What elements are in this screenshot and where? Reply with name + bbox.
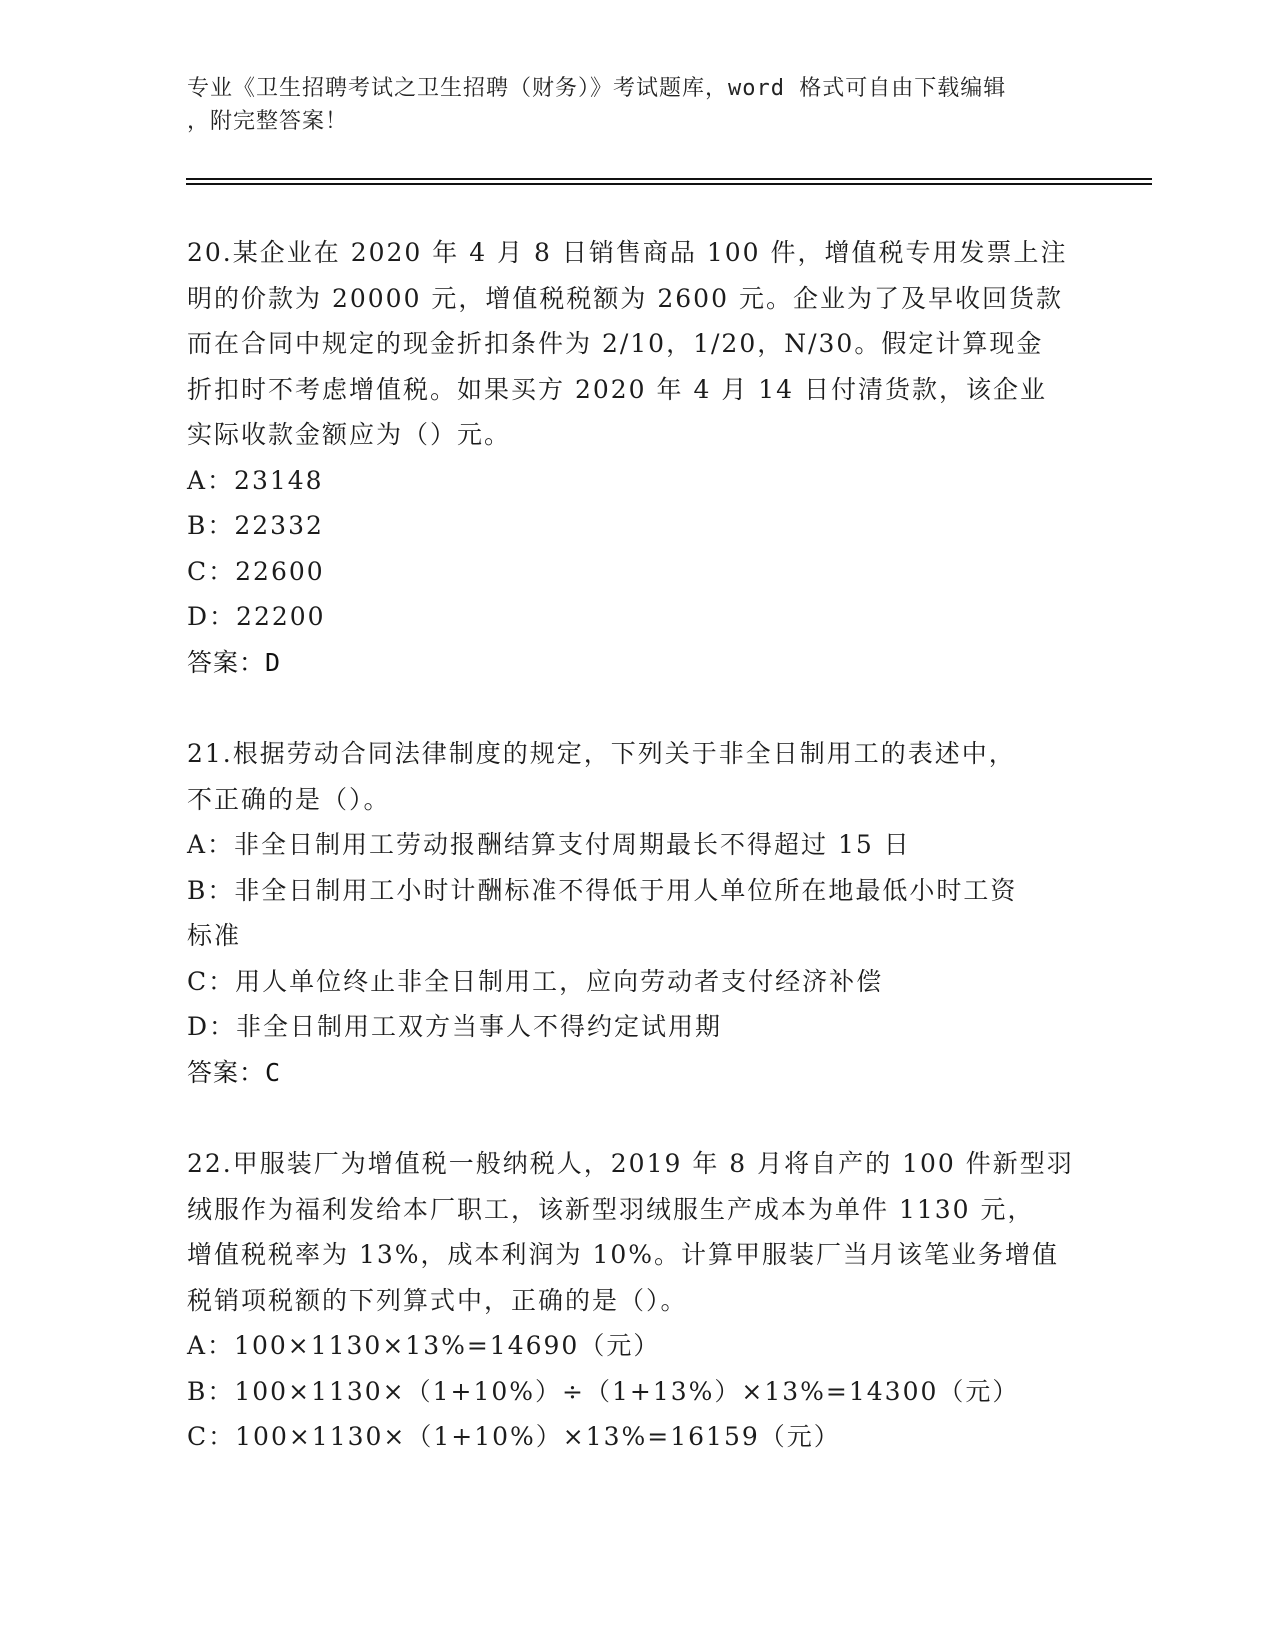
document-header [187,72,1067,138]
stem-line: 而在合同中规定的现金折扣条件为 2/10，1/20，N/30。假定计算现金 [187,329,1044,358]
option-line: B：非全日制用工小时计酬标准不得低于用人单位所在地最低小时工资 [187,875,1018,905]
question-stem [187,230,1087,458]
option-line: D：非全日制用工双方当事人不得约定试用期 [187,1012,723,1041]
option-line: C：22600 [187,556,325,586]
header-line: ，附完整答案！ [187,109,349,134]
stem-line: 明的价款为 20000 元，增值税税额为 2600 元。企业为了及早收回货款 [187,283,1063,313]
option-line: A：100×1130×13%=14690（元） [187,1331,661,1360]
option-line: C：100×1130×（1+10%）×13%=16159（元） [187,1422,841,1451]
stem-line: 21.根据劳动合同法律制度的规定，下列关于非全日制用工的表述中， [187,739,1016,768]
stem-line: 税销项税额的下列算式中，正确的是（）。 [187,1285,688,1315]
stem-line: 20.某企业在 2020 年 4 月 8 日销售商品 100 件，增值税专用发票上注 [187,238,1068,267]
stem-line: 不正确的是（）。 [187,784,391,814]
option-line: B：22332 [187,511,324,540]
option-b [187,868,1087,959]
question-21 [187,731,1087,1095]
option-a [187,1323,1087,1369]
question-stem [187,1141,1087,1323]
header-divider-top [186,178,1152,180]
option-c [187,959,1087,1005]
stem-line: 绒服作为福利发给本厂职工，该新型羽绒服生产成本为单件 1130 元， [187,1194,1035,1224]
option-d [187,594,1087,640]
option-line: C：用人单位终止非全日制用工，应向劳动者支付经济补偿 [187,966,884,996]
answer-line: 答案：D [187,647,282,677]
question-list [187,230,1087,1506]
option-line: B：100×1130×（1+10%）÷（1+13%）×13%=14300（元） [187,1376,1020,1406]
stem-line: 增值税税率为 13%，成本利润为 10%。计算甲服装厂当月该笔业务增值 [187,1240,1060,1269]
option-c [187,1414,1087,1460]
question-stem [187,731,1087,822]
option-line: 标准 [187,921,242,950]
header-divider-bottom [186,183,1152,185]
option-d [187,1004,1087,1050]
option-line: A：非全日制用工劳动报酬结算支付周期最长不得超过 15 日 [187,830,911,859]
stem-line: 实际收款金额应为（）元。 [187,420,512,449]
stem-line: 22.甲服装厂为增值税一般纳税人，2019 年 8 月将自产的 100 件新型羽 [187,1149,1074,1178]
option-line: A：23148 [187,465,324,495]
stem-line: 折扣时不考虑增值税。如果买方 2020 年 4 月 14 日付清货款，该企业 [187,374,1048,404]
option-c [187,549,1087,595]
answer-line: 答案：C [187,1057,282,1087]
option-b [187,503,1087,549]
option-b [187,1369,1087,1415]
header-line: 专业《卫生招聘考试之卫生招聘（财务）》考试题库，word 格式可自由下载编辑 [187,76,1007,101]
option-line: D：22200 [187,602,326,631]
question-22 [187,1141,1087,1460]
question-20 [187,230,1087,685]
option-a [187,458,1087,504]
option-a [187,822,1087,868]
